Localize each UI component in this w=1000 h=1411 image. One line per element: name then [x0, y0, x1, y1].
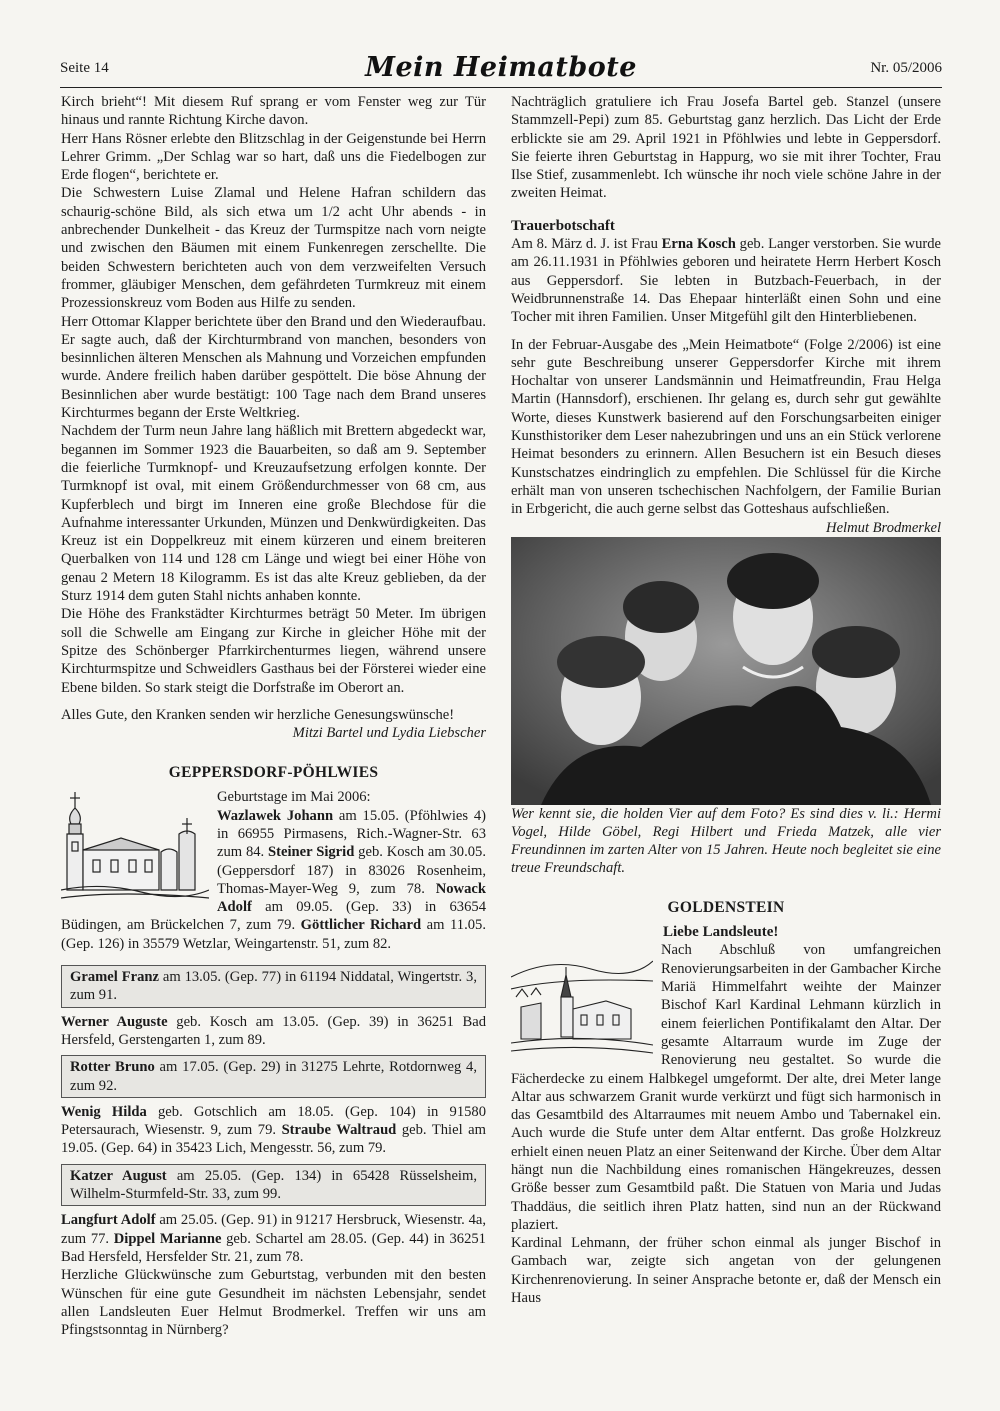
person-name: Nowack Adolf [217, 880, 486, 916]
paragraph: Nach Abschluß von umfangreichen Renovierungsarbeiten in der Gambacher Kirche Mariä Himmelfahrt weihte der Mainzer Bischof Karl Kardinal Lehmann kürzlich in einem feierlichen Pontifikalamt den Altar. Der gesamte Altarraum wurde im Zuge der Renovierung neu gestaltet. So wurde die Fächerdecke zu einem Halbkegel umgeformt. Der alte, drei Meter lange Altar aus schwarzem Granit wurde verkürzt und fügt sich harmonisch in das Gesamtbild des Altarraumes mit neuem Ambo und Tabernakel ein. Auch wurde die Stufe unter dem Altar entfernt. Das große Holzkreuz erhielt einen neuen Platz an einer Seitenwand der Kirche. Über dem Altar hängt nun die Nachbildung eines romanischen Hängekreuzes, dessen Größe besser zum Gesamtbild paßt. Die Statuen von Maria und Judas Thaddäus, die seitlich ihren Platz hatten, sind nun an der Rückwand plaziert. [511, 942, 941, 1233]
birthday-entry [61, 1103, 486, 1158]
church-illustration [511, 947, 653, 1055]
highlighted-entry [61, 1055, 486, 1098]
paragraph: Nachträglich gratuliere ich Frau Josefa Bartel geb. Stanzel (unsere Stammzell-Pepi) zum 85. Geburtstag ganz herzlich. Das Licht der Erde erblickte sie am 29. April 1921 in Pföhlwies und lebte in Geppersdorf. Sie feierte ihren Geburtstag in Happurg, wo sie mit ihrer Tochter, Frau Ilse Stief, zusammenlebt. Ich wünsche ihr noch viele schöne Jahre in der zweiten Heimat. [511, 94, 941, 202]
photo-image [511, 537, 941, 805]
text: In der Februar-Ausgabe des „Mein Heimatbote“ (Folge 2/2006) ist eine sehr gute Beschreibung unserer Geppersdorfer Kirche mit ihrem Hochaltar von unserer Landsmännin und Heimatfreundin, Frau Helga Martin (Hannsdorf), erschienen. Ihr gelang es, durch sehr gut gewählte Worte, dieses Kunstwerk basierend auf den Forschungsarbeiten einiger Kunsthistoriker dem Leser nahezubringen und uns an ein Stück verlorene Heimat besonders zu erinnern. Allen Besuchern ist ein Besuch dieses Kunstschatzes eindringlich zu empfehlen. Die Schlüssel für die Kirche erhält man von unseren tschechischen Nachfolgern, der Familie Burian in Erbgericht, die auch gerne selbst das Gotteshaus aufschließen. [511, 336, 941, 518]
issue-number: Nr. 05/2006 [870, 60, 942, 76]
page-number: Seite 14 [60, 60, 109, 76]
header-rule [60, 87, 942, 88]
person-name: Werner Auguste [61, 1013, 168, 1030]
entry-text: am 25.05. (Gep. 134) in 65428 Rüsselsheim, Wilhelm-Sturmfeld-Str. 33, zum 99. [70, 1167, 477, 1203]
highlighted-entry [61, 965, 486, 1008]
signature: Mitzi Bartel und Lydia Liebscher [292, 725, 486, 742]
group-photo [511, 537, 941, 805]
person-name: Langfurt Adolf [61, 1212, 156, 1229]
person-name: Steiner Sigrid [268, 844, 355, 861]
highlighted-entry [61, 1164, 486, 1207]
person-name: Gramel Franz [70, 969, 159, 986]
signature: Helmut Brodmerkel [826, 519, 941, 536]
church-illustration [61, 790, 209, 902]
right-column [511, 93, 941, 1307]
subheading: Trauerbotschaft [511, 217, 615, 234]
birthday-entry [61, 1211, 486, 1266]
person-name: Rotter Bruno [70, 1059, 155, 1076]
entry-text: am 15.05. (Pföhlwies 4) in 66955 Pirmasens, Rich.-Wagner-Str. 63 zum 84. [217, 807, 486, 861]
paragraph [511, 235, 941, 326]
subheading: Liebe Landsleute! [663, 924, 779, 941]
entry-text: am 09.05. (Gep. 33) in 63654 Büdingen, am Brückelchen 7, zum 79. [61, 899, 486, 934]
birthday-intro: Geburtstage im Mai 2006: [217, 789, 371, 806]
entry-text: am 11.05. (Gep. 126) in 35579 Wetzlar, Weingartenstr. 51, zum 82. [61, 917, 486, 952]
section-heading: GOLDENSTEIN [667, 898, 785, 916]
left-column [61, 93, 486, 1339]
paragraph: Kirch brieht“! Mit diesem Ruf sprang er vom Fenster weg zur Tür hinaus und rannte Richtung Kirche davon. [61, 94, 486, 129]
paragraph: Herr Ottomar Klapper berichtete über den Brand und den Wiederaufbau. Er sagte auch, daß der Kirchturmbrand von manchen, besonders von besinnlichen älteren Menschen als Mahnung und Vorzeichen empfunden wurde. Andere freilich haben darüber gespöttelt. Die böse Ahnung der Besinnlichen aber wurde bestätigt: 100 Tage nach dem Brand unseres Kirchturmes begann der Erste Weltkrieg. [61, 313, 486, 422]
person-name: Katzer August [70, 1167, 167, 1184]
entry-text: geb. Kosch am 13.05. (Gep. 39) in 36251 Bad Hersfeld, Gerstengarten 1, zum 89. [61, 1013, 487, 1048]
photo-caption: Wer kennt sie, die holden Vier auf dem Foto? Es sind dies v. li.: Hermi Vogel, Hilde Göbel, Regi Hilbert und Frieda Matzek, alle vier Freundinnen im zarten Alter von 15 Jahren. Heute noch begleitet sie eine treue Freundschaft. [511, 805, 941, 876]
entry-text: geb. Gotschlich am 18.05. (Gep. 104) in 91580 Petersaurach, Wiesenstr. 9, zum 79. [61, 1103, 487, 1139]
paragraph [511, 336, 941, 536]
entry-text: am 25.05. (Gep. 91) in 91217 Hersbruck, Wiesenstr. 4a, zum 77. [61, 1212, 486, 1247]
paragraph: Die Höhe des Frankstädter Kirchturmes beträgt 50 Meter. Im übrigen soll die Schwelle am Eingang zur Kirche in gleicher Höhe mit der Spitze des Schönberger Pfarrkirchenturmes liegen, während unsere Kirchturmspitze und Schweidlers Gasthaus bei der Försterei wieder eine Ebene bilden. So stark steigt die Dorfstraße im Oberort an. [61, 606, 486, 696]
greeting-text: Alles Gute, den Kranken senden wir herzliche Genesungswünsche! [61, 706, 455, 723]
page-header [60, 52, 942, 86]
person-name: Erna Kosch [661, 236, 736, 253]
paragraph: Kardinal Lehmann, der früher schon einmal als junger Bischof in Gambach war, zeigte sich angetan von der gelungenen Kirchenrenovierung. In seiner Ansprache betonte er, daß der Mensch ein Haus [511, 1235, 941, 1307]
paragraph [61, 706, 486, 742]
paragraph: Nachdem der Turm neun Jahre lang häßlich mit Brettern abgedeckt war, begannen im Sommer 1923 die Bauarbeiten, so daß am 9. September die feierliche Turmknopf- und Kreuzaufsetzung erfolgen konnte. Der Turmknopf ist oval, mit einem Größendurchmesser von 68 cm, aus Kupferblech und birgt im Inneren eine große Blechdose für die Aufnahme interessanter Urkunden, Münzen und Denkwürdigkeiten. Das Kreuz ist ein Doppelkreuz mit einem kürzeren und einem breiteren Querbalken von 114 und 128 cm Länge und wiegt bei einer Höhe von genau 2 Metern 18 Kilogramm. Es ist das alte Kreuz geblieben, da der Sturz 1914 dem guten Stahl nichts anhaben konnte. [61, 423, 486, 605]
entry-text: am 17.05. (Gep. 29) in 31275 Lehrte, Rotdornweg 4, zum 92. [70, 1059, 477, 1094]
masthead-logo: Mein Heimatbote [365, 52, 637, 83]
person-name: Dippel Marianne [113, 1230, 222, 1247]
entry-text: geb. Kosch am 30.05. (Geppersdorf 187) in 83026 Rosenheim, Thomas-Mayer-Weg 9, zum 78. [217, 844, 486, 897]
text: geb. Langer verstorben. Sie wurde am 26.11.1931 in Pföhlwies geboren und heiratete Herrn Herbert Kosch aus Geppersdorf. Sie lebten in Butzbach-Feuerbach, in der Weidbrunnenstraße 14. Das Ehepaar hinterläßt einen Sohn und eine Tocher mit ihren Familien. Unser Mitgefühl gilt den Hinterbliebenen. [511, 236, 941, 326]
person-name: Wenig Hilda [61, 1103, 147, 1120]
person-name: Straube Waltraud [281, 1122, 397, 1139]
entry-text: geb. Thiel am 19.05. (Gep. 64) in 35423 Lich, Mengesstr. 56, zum 79. [61, 1122, 487, 1157]
paragraph: Herr Hans Rösner erlebte den Blitzschlag in der Geigenstunde bei Herrn Lehrer Grimm. „Der Schlag war so hart, daß uns die Fiedelbogen zur Erde flogen“, berichtete er. [61, 130, 486, 184]
paragraph: Herzliche Glückwünsche zum Geburtstag, verbunden mit den besten Wünschen für eine gute Gesundheit im nächsten Lebensjahr, sendet allen Landsleuten Euer Helmut Brodmerkel. Treffen wir uns am Pfingstsonntag in Nürnberg? [61, 1267, 486, 1339]
person-name: Wazlawek Johann [217, 807, 334, 824]
text: Am 8. März d. J. ist Frau [511, 236, 662, 253]
paragraph: Die Schwestern Luise Zlamal und Helene Hafran schildern das schaurig-schöne Bild, als sich etwa um 1/2 acht Uhr abends - in anbrechender Dunkelheit - das Kreuz der Turmspitze nach vorn neigte und zwischen den Bäumen mit einem Funkenregen zerschellte. Die beiden Schwestern berichteten auch von dem verzweifelten Versuch frommer, gläubiger Menschen, dem gefährdeten Turmkreuz mit einem Prozessionskreuz vom Boden aus Hilfe zu senden. [61, 185, 486, 312]
section-heading: GEPPERSDORF-PÖHLWIES [168, 764, 379, 782]
entry-text: geb. Schartel am 28.05. (Gep. 44) in 36251 Bad Hersfeld, Hersfelder Str. 21, zum 78. [61, 1230, 486, 1265]
person-name: Göttlicher Richard [300, 917, 422, 934]
birthday-entry [61, 1013, 486, 1050]
entry-text: am 13.05. (Gep. 77) in 61194 Niddatal, Wingertstr. 3, zum 91. [70, 969, 478, 1004]
